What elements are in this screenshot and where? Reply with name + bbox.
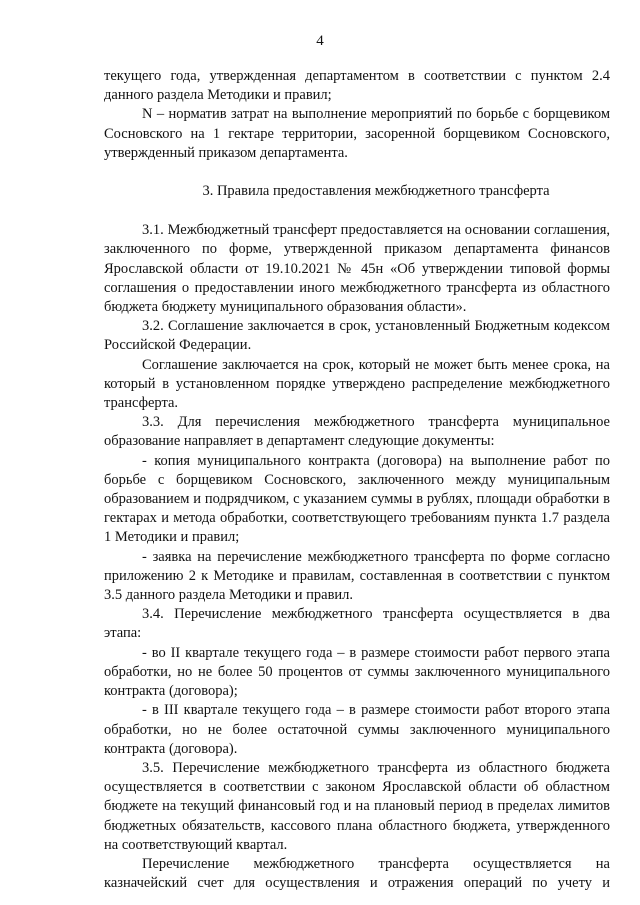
list-item-contract-copy: - копия муниципального контракта (договора) на выполнение работ по борьбе с борщевиком Сосновского, заключенного между муниципальным образованием и подрядчиком, с указанием суммы в рублях, площади обработки в гектарах и метода обработки, соответствующего требованиям пункта 1.7 раздела 1 Методики и правил; [104,452,610,546]
paragraph-3-1: 3.1. Межбюджетный трансферт предоставляется на основании соглашения, заключенного по форме, утвержденной приказом департамента финансов Ярославской области от 19.10.2021 № 45н «Об утверждении типовой формы соглашения о предоставлении иного межбюджетного трансферта из областного бюджета бюджету муниципального образования области». [104,222,610,316]
paragraph-norm-definition: N – норматив затрат на выполнение мероприятий по борьбе с борщевиком Сосновского на 1 гектаре территории, засоренной борщевиком Сосновского, утвержденный приказом департамента. [104,106,610,161]
section-heading: 3. Правила предоставления межбюджетного трансферта [202,183,550,200]
paragraph-transfer-account: Перечисление межбюджетного трансферта осуществляется на казначейский счет для осуществления и отражения операций по учету и [104,855,610,892]
paragraph-3-3: 3.3. Для перечисления межбюджетного трансферта муниципальное образование направляет в департамент следующие документы: [104,414,610,450]
paragraph-3-2: 3.2. Соглашение заключается в срок, установленный Бюджетным кодексом Российской Федерации. [104,318,610,354]
page-number: 4 [316,33,324,49]
list-item-application: - заявка на перечисление межбюджетного трансферта по форме согласно приложению 2 к Методике и правилам, составленная в соответствии с пунктом 3.5 данного раздела Методики и правил. [104,548,610,604]
document-body [104,67,610,893]
paragraph-3-2-term: Соглашение заключается на срок, который не может быть менее срока, на который в установленном порядке утверждено распределение межбюджетного трансферта. [104,356,610,412]
paragraph-continuation: текущего года, утвержденная департаментом в соответствии с пунктом 2.4 данного раздела Методики и правил; [104,68,610,104]
list-item-quarter-3: - в III квартале текущего года – в размере стоимости работ второго этапа обработки, но не более остаточной суммы заключенного муниципального контракта (договора). [104,702,610,757]
list-item-quarter-2: - во II квартале текущего года – в размере стоимости работ первого этапа обработки, но не более 50 процентов от суммы заключенного муниципального контракта (договора); [104,644,610,700]
paragraph-3-4: 3.4. Перечисление межбюджетного трансферта осуществляется в два этапа: [104,606,610,642]
paragraph-3-5: 3.5. Перечисление межбюджетного трансферта из областного бюджета осуществляется в соответствии с законом Ярославской области об областном бюджете на текущий финансовый год и на плановый период в пределах лимитов бюджетных обязательств, кассового плана областного бюджета, утвержденного на соответствующий квартал. [104,759,610,853]
